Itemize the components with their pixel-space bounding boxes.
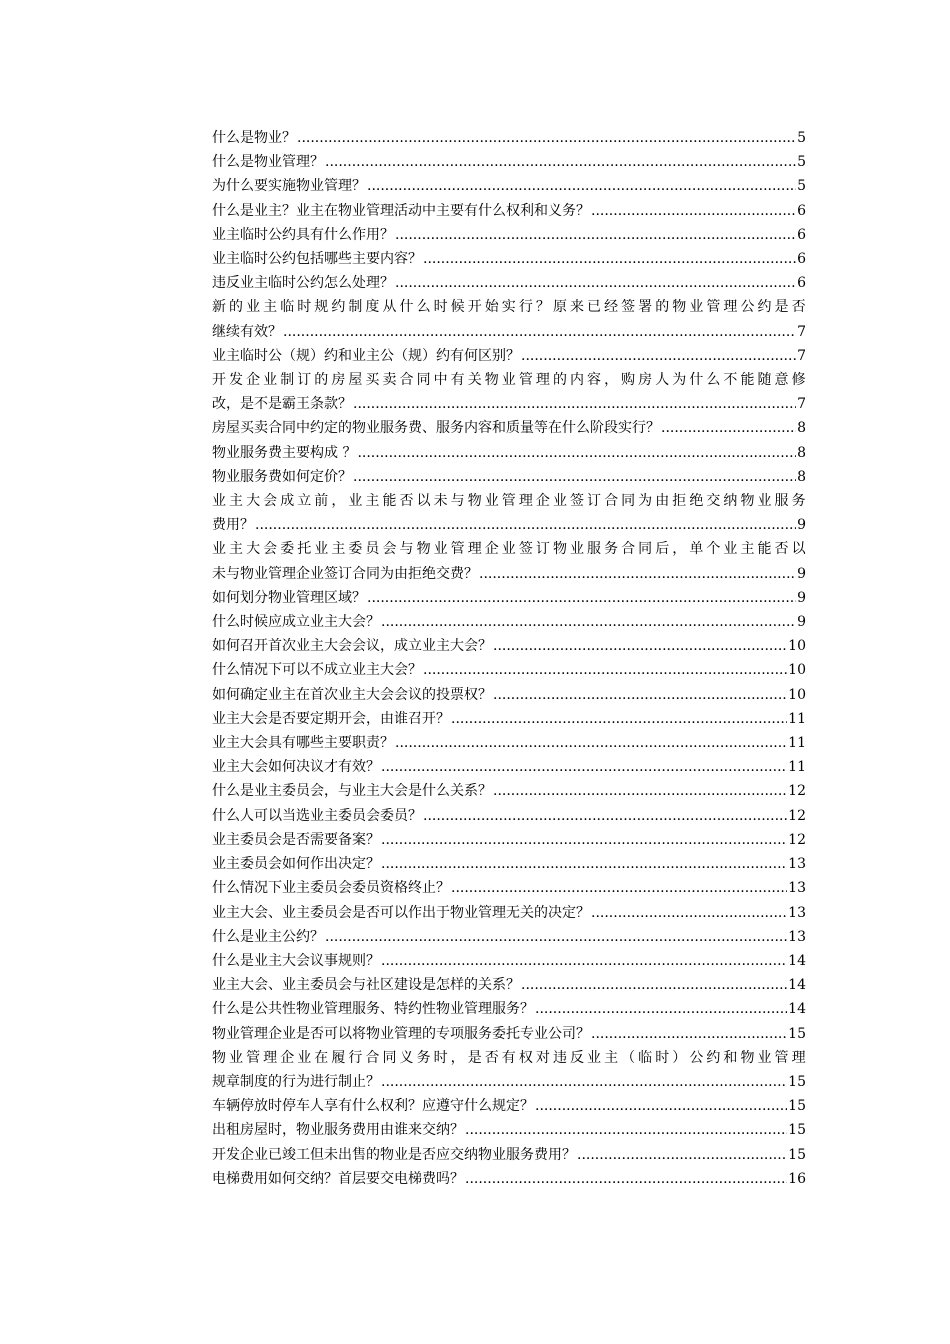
toc-entry-title: 出租房屋时，物业服务费用由谁来交纳？: [212, 1122, 464, 1139]
toc-entry-title: 业主大会是否要定期开会，由谁召开？: [212, 710, 450, 727]
toc-entry-title: 什么情况下业主委员会委员资格终止？: [212, 880, 450, 897]
toc-entry-page-number: 13: [788, 928, 806, 945]
toc-entry-line: [212, 392, 806, 416]
toc-entry-page-number: 8: [797, 420, 806, 437]
toc-entry[interactable]: [212, 828, 806, 852]
toc-entry-line: [212, 1022, 806, 1046]
toc-entry-page-number: 10: [788, 638, 806, 655]
toc-entry-line: [212, 1167, 806, 1191]
toc-entry-title: 改，是不是霸王条款？: [212, 396, 352, 413]
toc-entry-page-number: 6: [797, 226, 806, 243]
toc-entry-title: 业主临时公（规）约和业主公（规）约有何区别？: [212, 347, 520, 364]
toc-entry[interactable]: [212, 416, 806, 440]
toc-entry-title: 开发企业已竣工但未出售的物业是否应交纳物业服务费用？: [212, 1146, 576, 1163]
toc-entry-title: 什么是业主公约？: [212, 928, 324, 945]
toc-entry-page-number: 5: [797, 154, 806, 171]
toc-entry-title: 如何划分物业管理区域？: [212, 589, 366, 606]
dot-leader: [255, 513, 796, 537]
table-of-contents: [212, 126, 806, 1191]
dot-leader: [367, 586, 796, 610]
toc-entry-line: [212, 513, 806, 537]
toc-entry-line: [212, 1118, 806, 1142]
dot-leader: [381, 755, 787, 779]
toc-entry-line: [212, 804, 806, 828]
toc-entry-page-number: 7: [797, 347, 806, 364]
dot-leader: [297, 126, 796, 150]
toc-entry-line: [212, 683, 806, 707]
toc-entry-title: 什么时候应成立业主大会？: [212, 614, 380, 631]
toc-entry-line: [212, 949, 806, 973]
dot-leader: [381, 949, 787, 973]
dot-leader: [395, 271, 796, 295]
toc-entry-title: 业主委员会如何作出决定？: [212, 856, 380, 873]
toc-entry[interactable]: [212, 537, 806, 585]
toc-entry-title-line: 物业管理企业在履行合同义务时，是否有权对违反业主（临时）公约和物业管理: [212, 1049, 806, 1066]
toc-entry-title: 什么是物业？: [212, 130, 296, 146]
toc-entry-title: 物业服务费如何定价？: [212, 468, 352, 485]
toc-entry-line: [212, 199, 806, 223]
toc-entry-page-number: 15: [788, 1146, 806, 1163]
toc-entry[interactable]: [212, 610, 806, 634]
toc-entry[interactable]: [212, 1022, 806, 1046]
toc-entry[interactable]: [212, 707, 806, 731]
dot-leader: [357, 441, 796, 465]
toc-entry-page-number: 12: [788, 831, 806, 848]
toc-entry-title: 什么是业主？业主在物业管理活动中主要有什么权利和义务？: [212, 202, 590, 219]
toc-entry-line: [212, 320, 806, 344]
dot-leader: [451, 707, 787, 731]
toc-entry-page-number: 7: [797, 323, 806, 340]
toc-entry-title: 业主临时公约具有什么作用？: [212, 226, 394, 243]
toc-entry-title: 什么人可以当选业主委员会委员？: [212, 807, 422, 824]
toc-entry-title: 业主大会具有哪些主要职责？: [212, 735, 394, 752]
toc-entry-title: 什么是物业管理？: [212, 154, 324, 171]
toc-entry-page-number: 9: [797, 517, 806, 534]
toc-entry-page-number: 14: [788, 1001, 806, 1018]
toc-entry-line: [212, 876, 806, 900]
toc-entry-line: [212, 973, 806, 997]
toc-entry-title: 业主大会、业主委员会是否可以作出于物业管理无关的决定？: [212, 904, 590, 921]
toc-entry[interactable]: [212, 949, 806, 973]
dot-leader: [493, 683, 787, 707]
toc-entry-page-number: 10: [788, 662, 806, 679]
toc-entry-page-number: 11: [788, 735, 806, 752]
toc-entry-title: 房屋买卖合同中约定的物业服务费、服务内容和质量等在什么阶段实行？: [212, 420, 660, 437]
dot-leader: [661, 416, 796, 440]
toc-entry[interactable]: [212, 199, 806, 223]
toc-entry[interactable]: [212, 634, 806, 658]
toc-entry-page-number: 14: [788, 977, 806, 994]
toc-entry-line: [212, 271, 806, 295]
toc-entry-line: [212, 658, 806, 682]
toc-entry-title: 违反业主临时公约怎么处理？: [212, 275, 394, 292]
toc-entry-page-number: 15: [788, 1073, 806, 1090]
dot-leader: [591, 1022, 787, 1046]
dot-leader: [479, 562, 796, 586]
toc-entry[interactable]: [212, 901, 806, 925]
toc-entry-title-line: 开发企业制订的房屋买卖合同中有关物业管理的内容，购房人为什么不能随意修: [212, 372, 806, 389]
toc-entry-page-number: 12: [788, 807, 806, 824]
toc-entry-title: 规章制度的行为进行制止？: [212, 1073, 380, 1090]
toc-entry-line: [212, 610, 806, 634]
toc-entry[interactable]: [212, 779, 806, 803]
toc-entry[interactable]: [212, 247, 806, 271]
toc-entry-page-number: 15: [788, 1098, 806, 1115]
toc-entry-line: [212, 441, 806, 465]
toc-entry[interactable]: [212, 441, 806, 465]
dot-leader: [367, 174, 796, 198]
dot-leader: [493, 779, 787, 803]
toc-entry-line: [212, 828, 806, 852]
toc-entry[interactable]: [212, 683, 806, 707]
toc-entry-title: 电梯费用如何交纳？首层要交电梯费吗？: [212, 1170, 464, 1187]
toc-entry[interactable]: [212, 925, 806, 949]
toc-entry-line: [212, 901, 806, 925]
dot-leader: [395, 731, 787, 755]
toc-entry-title: 业主大会如何决议才有效？: [212, 759, 380, 776]
toc-entry-page-number: 13: [788, 880, 806, 897]
toc-entry[interactable]: [212, 586, 806, 610]
toc-entry-title: 未与物业管理企业签订合同为由拒绝交费？: [212, 565, 478, 582]
toc-entry[interactable]: [212, 852, 806, 876]
dot-leader: [381, 852, 787, 876]
toc-entry-title: 物业管理企业是否可以将物业管理的专项服务委托专业公司？: [212, 1025, 590, 1042]
toc-entry[interactable]: [212, 973, 806, 997]
toc-entry[interactable]: [212, 658, 806, 682]
toc-entry-page-number: 15: [788, 1122, 806, 1139]
toc-entry-page-number: 9: [797, 614, 806, 631]
toc-entry-line: [212, 925, 806, 949]
toc-entry[interactable]: [212, 1143, 806, 1167]
toc-entry[interactable]: [212, 295, 806, 343]
toc-entry[interactable]: [212, 1094, 806, 1118]
toc-entry-line: [212, 223, 806, 247]
toc-entry-page-number: 13: [788, 904, 806, 921]
toc-entry-title: 费用？: [212, 517, 254, 534]
toc-entry-title-line: 业主大会成立前，业主能否以未与物业管理企业签订合同为由拒绝交纳物业服务: [212, 493, 806, 510]
toc-entry[interactable]: [212, 271, 806, 295]
toc-entry[interactable]: [212, 1167, 806, 1191]
toc-entry-line: [212, 150, 806, 174]
toc-entry-title-line: 业主大会委托业主委员会与物业管理企业签订物业服务合同后，单个业主能否以: [212, 541, 806, 558]
toc-entry-page-number: 16: [788, 1170, 806, 1187]
toc-entry-title: 什么情况下可以不成立业主大会？: [212, 662, 422, 679]
toc-entry-page-number: 13: [788, 856, 806, 873]
toc-entry-page-number: 14: [788, 952, 806, 969]
toc-entry-title: 什么是业主大会议事规则？: [212, 952, 380, 969]
toc-entry-line: [212, 1094, 806, 1118]
toc-entry[interactable]: [212, 876, 806, 900]
toc-entry-title: 什么是公共性物业管理服务、特约性物业管理服务？: [212, 1001, 534, 1018]
dot-leader: [465, 1118, 787, 1142]
dot-leader: [353, 392, 796, 416]
toc-entry-line: [212, 247, 806, 271]
toc-entry-line: [212, 344, 806, 368]
toc-entry-page-number: 15: [788, 1025, 806, 1042]
toc-entry-page-number: 9: [797, 565, 806, 582]
toc-entry[interactable]: [212, 223, 806, 247]
toc-entry-title-line: 新的业主临时规约制度从什么时候开始实行？原来已经签署的物业管理公约是否: [212, 299, 806, 316]
toc-entry-page-number: 10: [788, 686, 806, 703]
toc-entry[interactable]: [212, 368, 806, 416]
toc-entry-page-number: 6: [797, 275, 806, 292]
toc-entry[interactable]: [212, 174, 806, 198]
toc-entry-line: [212, 852, 806, 876]
dot-leader: [283, 320, 796, 344]
toc-entry-line: [212, 1143, 806, 1167]
toc-entry-page-number: 9: [797, 589, 806, 606]
toc-entry[interactable]: [212, 344, 806, 368]
toc-entry-line: [212, 586, 806, 610]
dot-leader: [423, 804, 787, 828]
toc-entry-title: 如何召开首次业主大会会议，成立业主大会？: [212, 638, 492, 655]
toc-entry[interactable]: [212, 755, 806, 779]
toc-entry-title: 车辆停放时停车人享有什么权利？应遵守什么规定？: [212, 1098, 534, 1115]
toc-entry-line: [212, 731, 806, 755]
dot-leader: [381, 610, 796, 634]
dot-leader: [451, 876, 787, 900]
toc-entry[interactable]: [212, 1046, 806, 1094]
dot-leader: [423, 247, 796, 271]
toc-entry-line: [212, 562, 806, 586]
toc-entry[interactable]: [212, 997, 806, 1021]
toc-entry[interactable]: [212, 465, 806, 489]
dot-leader: [465, 1167, 787, 1191]
toc-entry-page-number: 11: [788, 759, 806, 776]
dot-leader: [521, 973, 787, 997]
toc-entry[interactable]: [212, 126, 806, 150]
toc-entry-title: 什么是业主委员会，与业主大会是什么关系？: [212, 783, 492, 800]
toc-entry-line: [212, 416, 806, 440]
toc-entry-title: 业主大会、业主委员会与社区建设是怎样的关系？: [212, 977, 520, 994]
dot-leader: [493, 634, 787, 658]
toc-entry-line: [212, 634, 806, 658]
toc-entry-page-number: 5: [797, 130, 806, 146]
toc-entry-title: 业主委员会是否需要备案？: [212, 831, 380, 848]
toc-entry-page-number: 12: [788, 783, 806, 800]
toc-entry-page-number: 8: [797, 444, 806, 461]
dot-leader: [325, 925, 787, 949]
toc-entry-line: [212, 707, 806, 731]
toc-entry-page-number: 8: [797, 468, 806, 485]
toc-entry-page-number: 7: [797, 396, 806, 413]
toc-entry-line: [212, 997, 806, 1021]
toc-entry-page-number: 11: [788, 710, 806, 727]
toc-entry-line: [212, 1070, 806, 1094]
toc-entry-page-number: 5: [797, 178, 806, 195]
toc-entry-line: [212, 174, 806, 198]
dot-leader: [325, 150, 796, 174]
dot-leader: [381, 1070, 787, 1094]
toc-entry-title: 为什么要实施物业管理？: [212, 178, 366, 195]
toc-entry-page-number: 6: [797, 202, 806, 219]
dot-leader: [395, 223, 796, 247]
toc-entry[interactable]: [212, 489, 806, 537]
toc-entry-title: 继续有效？: [212, 323, 282, 340]
dot-leader: [423, 658, 787, 682]
dot-leader: [381, 828, 787, 852]
toc-entry-line: [212, 755, 806, 779]
toc-entry[interactable]: [212, 150, 806, 174]
dot-leader: [353, 465, 796, 489]
toc-entry-title: 业主临时公约包括哪些主要内容？: [212, 251, 422, 268]
dot-leader: [535, 997, 787, 1021]
dot-leader: [591, 199, 796, 223]
toc-entry-title: 如何确定业主在首次业主大会会议的投票权？: [212, 686, 492, 703]
dot-leader: [591, 901, 787, 925]
toc-entry[interactable]: [212, 1118, 806, 1142]
toc-entry[interactable]: [212, 804, 806, 828]
toc-entry[interactable]: [212, 731, 806, 755]
toc-entry-line: [212, 465, 806, 489]
toc-entry-title: 物业服务费主要构成 ？: [212, 444, 357, 461]
dot-leader: [577, 1143, 787, 1167]
toc-entry-page-number: 6: [797, 251, 806, 268]
toc-entry-line: [212, 779, 806, 803]
dot-leader: [535, 1094, 787, 1118]
dot-leader: [521, 344, 796, 368]
toc-entry-line: [212, 126, 806, 150]
